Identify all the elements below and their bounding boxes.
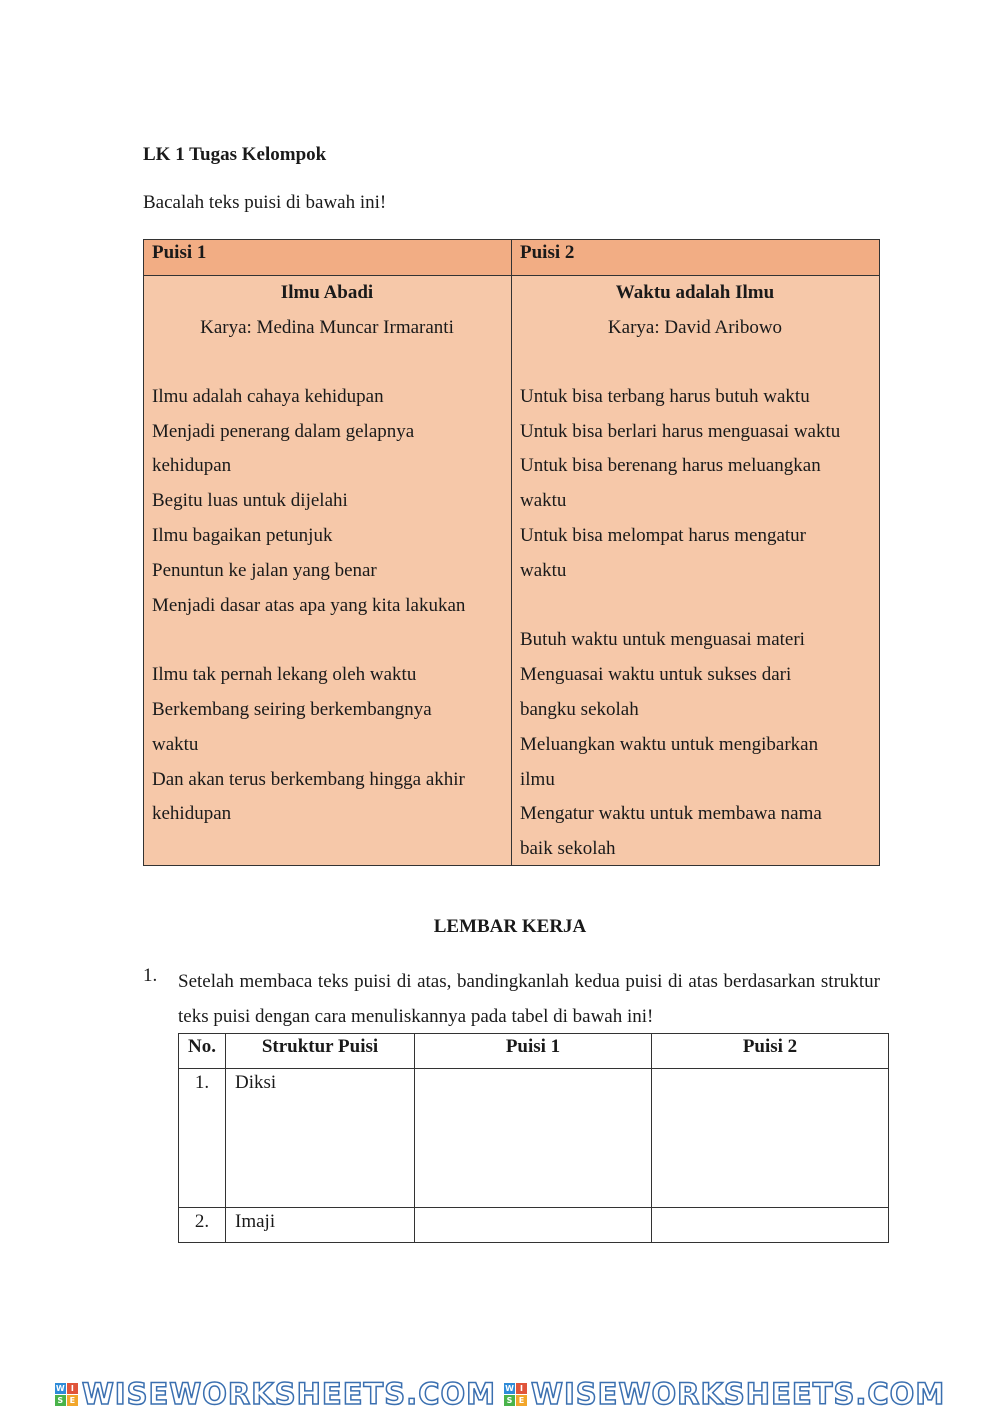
poem-line: Berkembang seiring berkembangnya <box>152 698 432 720</box>
brand-badge-icon: W I S E <box>55 1383 78 1406</box>
poem-line: Meluangkan waktu untuk mengibarkan <box>520 733 819 755</box>
item-number: 1. <box>143 965 158 986</box>
poem-line: Untuk bisa berenang harus meluangkan <box>520 455 821 477</box>
header-struktur: Struktur Puisi <box>226 1034 415 1069</box>
poem-line: Ilmu adalah cahaya kehidupan <box>152 385 384 407</box>
structure-table <box>178 1033 889 1243</box>
brand-logo <box>55 1377 496 1411</box>
poem-line: Untuk bisa berlari harus menguasai waktu <box>520 420 841 442</box>
answer-cell-puisi-2[interactable] <box>652 1069 889 1208</box>
poem-line: kehidupan <box>152 455 232 477</box>
poem-1-lines <box>144 345 510 832</box>
header-no: No. <box>179 1034 226 1069</box>
poem-line: Menjadi dasar atas apa yang kita lakukan <box>152 594 466 616</box>
poem-line: ilmu <box>520 768 555 790</box>
poem-line: Penuntun ke jalan yang benar <box>152 559 377 581</box>
poem-line <box>152 623 510 658</box>
poem-1-column <box>144 275 510 832</box>
poem-2-author: Karya: David Aribowo <box>607 317 783 338</box>
poem-line: Untuk bisa melompat harus mengatur <box>520 524 806 546</box>
brand-wordmark: WISEWORKSHEETS.COM <box>81 1377 496 1411</box>
brand-badge-icon: W I S E <box>504 1383 527 1406</box>
row-number: 1. <box>179 1069 226 1208</box>
poem-1-author: Karya: Medina Muncar Irmaranti <box>200 317 454 338</box>
header-puisi-1: Puisi 1 <box>152 242 207 263</box>
table-row <box>179 1069 889 1208</box>
poem-line: Menjadi penerang dalam gelapnya <box>152 420 415 442</box>
poem-line: waktu <box>520 490 567 512</box>
poem-2-lines <box>512 345 878 867</box>
poem-line: kehidupan <box>152 803 232 825</box>
poem-line <box>520 345 878 380</box>
table-row <box>179 1208 889 1243</box>
poem-line <box>152 345 510 380</box>
poem-line: baik sekolah <box>520 838 616 860</box>
structure-table-header-row <box>179 1034 889 1069</box>
poem-line: Ilmu tak pernah lekang oleh waktu <box>152 664 417 686</box>
brand-logo <box>504 1377 945 1411</box>
poem-line: waktu <box>520 559 567 581</box>
brand-wordmark: WISEWORKSHEETS.COM <box>531 1377 946 1411</box>
poem-line: Dan akan terus berkembang hingga akhir <box>152 768 465 790</box>
poem-1-title: Ilmu Abadi <box>280 282 374 303</box>
worksheet-title: LEMBAR KERJA <box>433 916 587 937</box>
poem-line: Untuk bisa terbang harus butuh waktu <box>520 385 810 407</box>
answer-cell-puisi-2[interactable] <box>652 1208 889 1243</box>
item-instruction: Setelah membaca teks puisi di atas, bandingkanlah kedua puisi di atas berdasarkan struktur teks puisi dengan cara menuliskannya pada tabel di bawah ini! <box>178 971 880 1027</box>
poem-line: Menguasai waktu untuk sukses dari <box>520 664 792 686</box>
poem-2-column <box>512 275 878 867</box>
poem-line: Butuh waktu untuk menguasai materi <box>520 629 805 651</box>
instruction-text: Bacalah teks puisi di bawah ini! <box>143 192 387 213</box>
answer-cell-puisi-1[interactable] <box>415 1208 652 1243</box>
poem-line: Begitu luas untuk dijelahi <box>152 490 348 512</box>
header-puisi-2-col: Puisi 2 <box>652 1034 889 1069</box>
row-number: 2. <box>179 1208 226 1243</box>
header-puisi-1-col: Puisi 1 <box>415 1034 652 1069</box>
poem-line: waktu <box>152 733 199 755</box>
row-structure: Diksi <box>226 1069 415 1208</box>
poem-line <box>520 589 878 624</box>
answer-cell-puisi-1[interactable] <box>415 1069 652 1208</box>
header-puisi-2: Puisi 2 <box>520 242 575 263</box>
poem-line: Ilmu bagaikan petunjuk <box>152 524 333 546</box>
row-structure: Imaji <box>226 1208 415 1243</box>
poem-line: bangku sekolah <box>520 698 639 720</box>
page-heading: LK 1 Tugas Kelompok <box>143 144 327 165</box>
poem-table <box>143 239 880 866</box>
poem-2-title: Waktu adalah Ilmu <box>615 282 775 303</box>
footer-watermark <box>0 1375 1000 1413</box>
poem-line: Mengatur waktu untuk membawa nama <box>520 803 822 825</box>
